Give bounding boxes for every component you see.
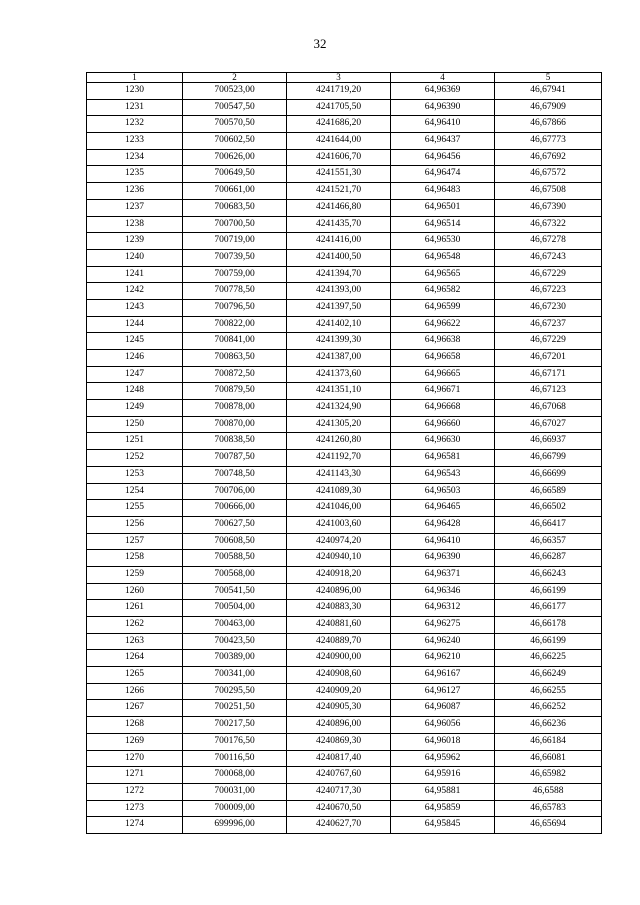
table-cell-col-1: 1238 [87, 216, 183, 233]
table-cell-col-4: 64,96474 [391, 166, 495, 183]
table-cell-col-1: 1267 [87, 700, 183, 717]
table-row [87, 733, 602, 750]
table-cell-col-3: 4241551,30 [287, 166, 391, 183]
table-cell-col-1: 1268 [87, 717, 183, 734]
table-cell-col-1: 1249 [87, 400, 183, 417]
table-row [87, 466, 602, 483]
table-cell-col-4: 64,95845 [391, 817, 495, 834]
table-cell-col-2: 700341,00 [183, 667, 287, 684]
table-cell-col-5: 46,65982 [495, 767, 602, 784]
table-cell-col-5: 46,67027 [495, 416, 602, 433]
table-row [87, 533, 602, 550]
table-cell-col-4: 64,96581 [391, 450, 495, 467]
table-cell-col-4: 64,96275 [391, 617, 495, 634]
header-row [87, 73, 602, 83]
table-row [87, 183, 602, 200]
table-cell-col-1: 1265 [87, 667, 183, 684]
table-cell-col-1: 1236 [87, 183, 183, 200]
table-cell-col-5: 46,66255 [495, 683, 602, 700]
table-cell-col-2: 700796,50 [183, 299, 287, 316]
table-cell-col-1: 1274 [87, 817, 183, 834]
table-cell-col-2: 700068,00 [183, 767, 287, 784]
table-cell-col-3: 4240627,70 [287, 817, 391, 834]
table-cell-col-1: 1230 [87, 83, 183, 100]
table-cell-col-4: 64,96658 [391, 350, 495, 367]
table-cell-col-5: 46,67123 [495, 383, 602, 400]
table-row [87, 199, 602, 216]
table-cell-col-5: 46,67508 [495, 183, 602, 200]
table-cell-col-2: 700719,00 [183, 233, 287, 250]
table-row [87, 617, 602, 634]
table-cell-col-4: 64,96428 [391, 516, 495, 533]
table-cell-col-2: 700602,50 [183, 133, 287, 150]
column-header-3: 3 [287, 73, 391, 83]
table-row [87, 233, 602, 250]
table-cell-col-5: 46,67572 [495, 166, 602, 183]
table-cell-col-5: 46,66417 [495, 516, 602, 533]
table-row [87, 750, 602, 767]
table-row [87, 400, 602, 417]
table-cell-col-1: 1237 [87, 199, 183, 216]
table-cell-col-5: 46,66799 [495, 450, 602, 467]
table-cell-col-4: 64,96630 [391, 433, 495, 450]
table-cell-col-3: 4241606,70 [287, 149, 391, 166]
table-row [87, 416, 602, 433]
table-cell-col-3: 4241143,30 [287, 466, 391, 483]
table-cell-col-5: 46,65783 [495, 800, 602, 817]
table-cell-col-1: 1252 [87, 450, 183, 467]
table-cell-col-5: 46,67229 [495, 333, 602, 350]
table-cell-col-1: 1254 [87, 483, 183, 500]
table-row [87, 683, 602, 700]
table-cell-col-4: 64,96018 [391, 733, 495, 750]
table-cell-col-4: 64,96501 [391, 199, 495, 216]
table-cell-col-1: 1260 [87, 583, 183, 600]
table-cell-col-2: 700217,50 [183, 717, 287, 734]
table-cell-col-4: 64,96668 [391, 400, 495, 417]
table-cell-col-3: 4241393,00 [287, 283, 391, 300]
table-cell-col-1: 1241 [87, 266, 183, 283]
table-cell-col-5: 46,67068 [495, 400, 602, 417]
table-row [87, 700, 602, 717]
table-cell-col-1: 1272 [87, 783, 183, 800]
table-cell-col-5: 46,66199 [495, 583, 602, 600]
table-cell-col-5: 46,66589 [495, 483, 602, 500]
table-cell-col-1: 1248 [87, 383, 183, 400]
table-row [87, 333, 602, 350]
table-row [87, 817, 602, 834]
table-cell-col-5: 46,66178 [495, 617, 602, 634]
table-cell-col-4: 64,96456 [391, 149, 495, 166]
table-cell-col-2: 700878,00 [183, 400, 287, 417]
table-cell-col-4: 64,96530 [391, 233, 495, 250]
table-cell-col-3: 4240918,20 [287, 566, 391, 583]
table-cell-col-2: 700568,00 [183, 566, 287, 583]
table-cell-col-3: 4241397,50 [287, 299, 391, 316]
table-cell-col-1: 1250 [87, 416, 183, 433]
table-cell-col-1: 1243 [87, 299, 183, 316]
table-cell-col-3: 4241400,50 [287, 249, 391, 266]
table-cell-col-5: 46,66937 [495, 433, 602, 450]
table-cell-col-4: 64,96483 [391, 183, 495, 200]
table-cell-col-2: 700116,50 [183, 750, 287, 767]
table-row [87, 83, 602, 100]
table-cell-col-5: 46,67237 [495, 316, 602, 333]
table-cell-col-5: 46,66199 [495, 633, 602, 650]
table-cell-col-3: 4240974,20 [287, 533, 391, 550]
table-cell-col-1: 1258 [87, 550, 183, 567]
table-row [87, 566, 602, 583]
table-cell-col-3: 4241435,70 [287, 216, 391, 233]
table-cell-col-1: 1264 [87, 650, 183, 667]
page-number: 32 [313, 36, 327, 51]
table-cell-col-4: 64,96465 [391, 500, 495, 517]
table-cell-col-2: 700822,00 [183, 316, 287, 333]
table-cell-col-5: 46,66225 [495, 650, 602, 667]
table-cell-col-5: 46,67171 [495, 366, 602, 383]
table-cell-col-4: 64,96503 [391, 483, 495, 500]
table-row [87, 483, 602, 500]
table-cell-col-3: 4240817,40 [287, 750, 391, 767]
table-cell-col-3: 4241387,00 [287, 350, 391, 367]
table-cell-col-5: 46,66699 [495, 466, 602, 483]
table-row [87, 583, 602, 600]
table-cell-col-4: 64,96671 [391, 383, 495, 400]
table-cell-col-3: 4241705,50 [287, 99, 391, 116]
table-cell-col-3: 4241466,80 [287, 199, 391, 216]
table-cell-col-3: 4240900,00 [287, 650, 391, 667]
table-cell-col-5: 46,67201 [495, 350, 602, 367]
table-cell-col-4: 64,96390 [391, 550, 495, 567]
table-cell-col-3: 4241402,10 [287, 316, 391, 333]
table-cell-col-2: 700841,00 [183, 333, 287, 350]
table-cell-col-2: 700423,50 [183, 633, 287, 650]
table-cell-col-5: 46,67278 [495, 233, 602, 250]
table-cell-col-2: 700504,00 [183, 600, 287, 617]
table-cell-col-4: 64,96660 [391, 416, 495, 433]
table-cell-col-1: 1247 [87, 366, 183, 383]
table-cell-col-1: 1232 [87, 116, 183, 133]
table-cell-col-1: 1235 [87, 166, 183, 183]
table-cell-col-5: 46,66081 [495, 750, 602, 767]
table-cell-col-1: 1234 [87, 149, 183, 166]
table-row [87, 550, 602, 567]
table-row [87, 266, 602, 283]
table-cell-col-1: 1263 [87, 633, 183, 650]
table-cell-col-1: 1255 [87, 500, 183, 517]
table-cell-col-3: 4241719,20 [287, 83, 391, 100]
table-cell-col-4: 64,96582 [391, 283, 495, 300]
table-cell-col-4: 64,95962 [391, 750, 495, 767]
table-cell-col-1: 1240 [87, 249, 183, 266]
table-cell-col-2: 700778,50 [183, 283, 287, 300]
table-cell-col-2: 700870,00 [183, 416, 287, 433]
table-cell-col-2: 700759,00 [183, 266, 287, 283]
table-cell-col-4: 64,96371 [391, 566, 495, 583]
table-cell-col-1: 1256 [87, 516, 183, 533]
table-cell-col-5: 46,66177 [495, 600, 602, 617]
table-cell-col-2: 700666,00 [183, 500, 287, 517]
table-row [87, 767, 602, 784]
table-cell-col-4: 64,95881 [391, 783, 495, 800]
table-cell-col-5: 46,66236 [495, 717, 602, 734]
table-row [87, 133, 602, 150]
table-cell-col-5: 46,66243 [495, 566, 602, 583]
table-cell-col-2: 700838,50 [183, 433, 287, 450]
table-cell-col-4: 64,96410 [391, 116, 495, 133]
table-cell-col-4: 64,95859 [391, 800, 495, 817]
table-cell-col-1: 1257 [87, 533, 183, 550]
table-row [87, 783, 602, 800]
table-cell-col-3: 4240869,30 [287, 733, 391, 750]
table-row [87, 99, 602, 116]
table-cell-col-3: 4240896,00 [287, 717, 391, 734]
table-cell-col-2: 700009,00 [183, 800, 287, 817]
table-cell-col-3: 4241373,60 [287, 366, 391, 383]
table-cell-col-4: 64,96638 [391, 333, 495, 350]
table-cell-col-2: 700683,50 [183, 199, 287, 216]
table-cell-col-3: 4240908,60 [287, 667, 391, 684]
table-row [87, 500, 602, 517]
table-cell-col-3: 4241324,90 [287, 400, 391, 417]
table-cell-col-3: 4241644,00 [287, 133, 391, 150]
table-cell-col-4: 64,96056 [391, 717, 495, 734]
table-row [87, 116, 602, 133]
table-cell-col-2: 700649,50 [183, 166, 287, 183]
table-cell-col-4: 64,96127 [391, 683, 495, 700]
table-cell-col-5: 46,6588 [495, 783, 602, 800]
table-cell-col-5: 46,67243 [495, 249, 602, 266]
table-cell-col-2: 700706,00 [183, 483, 287, 500]
table-row [87, 516, 602, 533]
table-row [87, 366, 602, 383]
table-body [87, 83, 602, 834]
table-cell-col-1: 1266 [87, 683, 183, 700]
table-cell-col-2: 700031,00 [183, 783, 287, 800]
table-cell-col-2: 700463,00 [183, 617, 287, 634]
table-row [87, 166, 602, 183]
table-row [87, 149, 602, 166]
table-cell-col-1: 1253 [87, 466, 183, 483]
table-cell-col-2: 700547,50 [183, 99, 287, 116]
table-cell-col-3: 4240670,50 [287, 800, 391, 817]
table-cell-col-4: 64,96312 [391, 600, 495, 617]
table-cell-col-1: 1242 [87, 283, 183, 300]
table-cell-col-3: 4241003,60 [287, 516, 391, 533]
table-cell-col-2: 700570,50 [183, 116, 287, 133]
table-row [87, 717, 602, 734]
column-header-1: 1 [87, 73, 183, 83]
table-cell-col-2: 700389,00 [183, 650, 287, 667]
table-cell-col-1: 1231 [87, 99, 183, 116]
table-cell-col-3: 4240717,30 [287, 783, 391, 800]
table-cell-col-4: 64,96210 [391, 650, 495, 667]
table-cell-col-3: 4241399,30 [287, 333, 391, 350]
table-cell-col-2: 700627,50 [183, 516, 287, 533]
table-cell-col-3: 4241046,00 [287, 500, 391, 517]
table-cell-col-4: 64,96369 [391, 83, 495, 100]
table-cell-col-5: 46,67692 [495, 149, 602, 166]
table-cell-col-2: 700879,50 [183, 383, 287, 400]
table-cell-col-1: 1261 [87, 600, 183, 617]
table-row [87, 383, 602, 400]
table-cell-col-5: 46,67941 [495, 83, 602, 100]
table-cell-col-4: 64,96240 [391, 633, 495, 650]
table-cell-col-2: 700872,50 [183, 366, 287, 383]
table-cell-col-5: 46,67909 [495, 99, 602, 116]
table-row [87, 299, 602, 316]
table-cell-col-4: 64,96665 [391, 366, 495, 383]
coordinates-table [86, 72, 602, 834]
table-cell-col-4: 64,96087 [391, 700, 495, 717]
table-cell-col-2: 700661,00 [183, 183, 287, 200]
table-cell-col-3: 4240889,70 [287, 633, 391, 650]
table-row [87, 283, 602, 300]
table-cell-col-5: 46,66502 [495, 500, 602, 517]
table-cell-col-5: 46,66287 [495, 550, 602, 567]
table-cell-col-4: 64,96514 [391, 216, 495, 233]
table-cell-col-2: 700739,50 [183, 249, 287, 266]
table-row [87, 350, 602, 367]
table-cell-col-4: 64,96548 [391, 249, 495, 266]
table-cell-col-1: 1269 [87, 733, 183, 750]
table-cell-col-5: 46,67229 [495, 266, 602, 283]
table-row [87, 650, 602, 667]
table-cell-col-2: 700295,50 [183, 683, 287, 700]
table-cell-col-5: 46,67390 [495, 199, 602, 216]
table-row [87, 600, 602, 617]
table-cell-col-4: 64,96410 [391, 533, 495, 550]
table-cell-col-2: 700700,50 [183, 216, 287, 233]
table-cell-col-2: 700608,50 [183, 533, 287, 550]
table-cell-col-5: 46,66249 [495, 667, 602, 684]
table-cell-col-2: 699996,00 [183, 817, 287, 834]
table-cell-col-3: 4241686,20 [287, 116, 391, 133]
table-cell-col-2: 700176,50 [183, 733, 287, 750]
table-cell-col-1: 1244 [87, 316, 183, 333]
table-cell-col-5: 46,66184 [495, 733, 602, 750]
table-cell-col-4: 64,95916 [391, 767, 495, 784]
table-header [87, 73, 602, 83]
table-cell-col-5: 46,67773 [495, 133, 602, 150]
table-row [87, 216, 602, 233]
table-cell-col-3: 4240881,60 [287, 617, 391, 634]
table-cell-col-1: 1273 [87, 800, 183, 817]
table-cell-col-3: 4241192,70 [287, 450, 391, 467]
table-cell-col-5: 46,66357 [495, 533, 602, 550]
table-cell-col-3: 4240905,30 [287, 700, 391, 717]
table-cell-col-4: 64,96565 [391, 266, 495, 283]
table-row [87, 249, 602, 266]
table-cell-col-1: 1251 [87, 433, 183, 450]
table-cell-col-2: 700863,50 [183, 350, 287, 367]
table-cell-col-3: 4241394,70 [287, 266, 391, 283]
table-cell-col-4: 64,96599 [391, 299, 495, 316]
table-cell-col-2: 700787,50 [183, 450, 287, 467]
column-header-5: 5 [495, 73, 602, 83]
table-cell-col-3: 4241089,30 [287, 483, 391, 500]
table-cell-col-4: 64,96167 [391, 667, 495, 684]
table-cell-col-2: 700541,50 [183, 583, 287, 600]
table-cell-col-3: 4241305,20 [287, 416, 391, 433]
table-cell-col-1: 1233 [87, 133, 183, 150]
table-row [87, 450, 602, 467]
table-cell-col-1: 1270 [87, 750, 183, 767]
table-cell-col-1: 1245 [87, 333, 183, 350]
table-cell-col-4: 64,96543 [391, 466, 495, 483]
column-header-2: 2 [183, 73, 287, 83]
table-cell-col-5: 46,67230 [495, 299, 602, 316]
table-cell-col-2: 700626,00 [183, 149, 287, 166]
table-cell-col-2: 700251,50 [183, 700, 287, 717]
table-cell-col-3: 4240767,60 [287, 767, 391, 784]
table-cell-col-3: 4240940,10 [287, 550, 391, 567]
table-cell-col-1: 1246 [87, 350, 183, 367]
table-cell-col-5: 46,67223 [495, 283, 602, 300]
table-cell-col-2: 700523,00 [183, 83, 287, 100]
table-cell-col-3: 4240896,00 [287, 583, 391, 600]
table-cell-col-5: 46,66252 [495, 700, 602, 717]
table-cell-col-3: 4241260,80 [287, 433, 391, 450]
table-cell-col-4: 64,96346 [391, 583, 495, 600]
table-cell-col-3: 4241416,00 [287, 233, 391, 250]
table-cell-col-4: 64,96437 [391, 133, 495, 150]
table-cell-col-1: 1271 [87, 767, 183, 784]
table-row [87, 433, 602, 450]
table-cell-col-3: 4240883,30 [287, 600, 391, 617]
table-row [87, 800, 602, 817]
table-cell-col-1: 1239 [87, 233, 183, 250]
table-cell-col-4: 64,96390 [391, 99, 495, 116]
table-row [87, 633, 602, 650]
table-row [87, 667, 602, 684]
table-cell-col-5: 46,67322 [495, 216, 602, 233]
table-cell-col-1: 1259 [87, 566, 183, 583]
table-cell-col-3: 4240909,20 [287, 683, 391, 700]
table-row [87, 316, 602, 333]
table-cell-col-1: 1262 [87, 617, 183, 634]
table-cell-col-2: 700588,50 [183, 550, 287, 567]
table-cell-col-5: 46,67866 [495, 116, 602, 133]
table-cell-col-4: 64,96622 [391, 316, 495, 333]
table-cell-col-3: 4241351,10 [287, 383, 391, 400]
column-header-4: 4 [391, 73, 495, 83]
table-cell-col-5: 46,65694 [495, 817, 602, 834]
table-cell-col-2: 700748,50 [183, 466, 287, 483]
table-cell-col-3: 4241521,70 [287, 183, 391, 200]
